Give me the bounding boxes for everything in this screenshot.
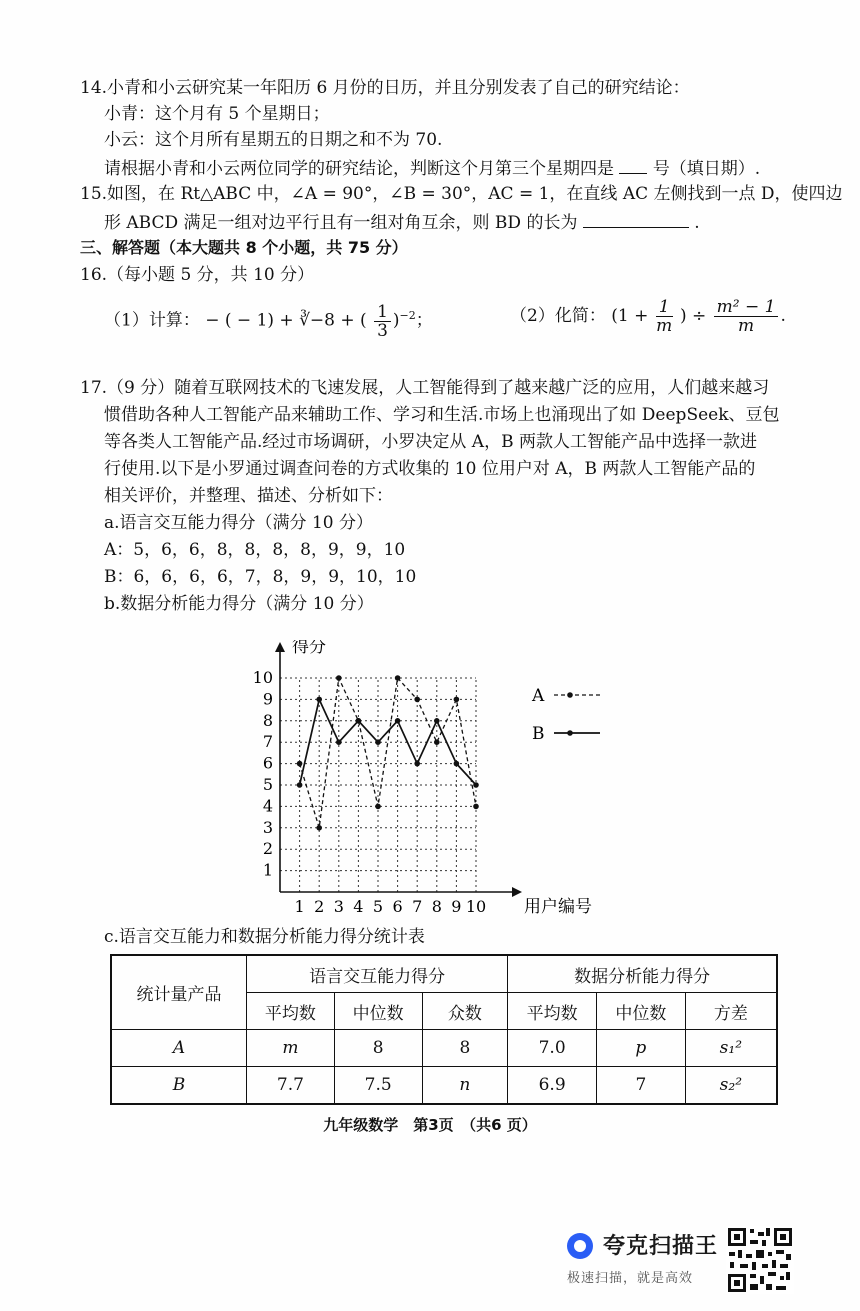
q16-p2-end: . — [780, 306, 786, 326]
x-tick-label: 3 — [333, 897, 344, 916]
q17-a-title: a.语言交互能力得分（满分 10 分） — [104, 513, 373, 533]
series-B-point — [336, 739, 342, 745]
scanner-brand-name: 夸克扫描王 — [603, 1234, 719, 1259]
series-A-point — [473, 804, 479, 810]
page-footer: 九年级数学 第3页 （共6 页） — [323, 1116, 537, 1134]
series-B-point — [316, 697, 322, 703]
q16-p2-fraction-1 — [656, 298, 673, 335]
q16-part-2 — [510, 296, 786, 336]
y-tick-label: 5 — [262, 775, 273, 794]
series-A-point — [395, 675, 401, 681]
series-B-point — [356, 718, 362, 724]
table-cell: m — [247, 1030, 335, 1067]
table-cell: 6.9 — [508, 1067, 597, 1105]
x-tick-label: 6 — [392, 897, 403, 916]
series-B-point — [297, 782, 303, 788]
series-B-point — [414, 761, 420, 767]
table-cell: 7.5 — [334, 1067, 422, 1105]
series-A-point — [454, 697, 460, 703]
table-subheader: 中位数 — [597, 993, 686, 1030]
x-tick-label: 9 — [451, 897, 462, 916]
statistics-table — [110, 954, 778, 1105]
table-cell: 7.7 — [247, 1067, 335, 1105]
q14-answer-blank — [619, 155, 647, 174]
x-tick-label: 10 — [465, 897, 487, 916]
table-subheader: 平均数 — [508, 993, 597, 1030]
chart-svg — [250, 640, 610, 925]
q16-p1-frac-den: 3 — [377, 320, 388, 341]
q15-line-2-text: 形 ABCD 满足一组对边平行且有一组对角互余，则 BD 的长为 — [104, 213, 578, 233]
series-A-point — [375, 804, 381, 810]
y-tick-label: 9 — [262, 689, 273, 709]
q14-line-2: 小青：这个月有 5 个星期日； — [104, 104, 330, 124]
legend-label-B: B — [532, 724, 545, 744]
series-A-point — [434, 739, 440, 745]
series-B-point — [395, 718, 401, 724]
q16-p1-tail: ) — [392, 310, 400, 331]
table-group-header-language: 语言交互能力得分 — [247, 955, 508, 993]
q17-a-data-A: A：5，6，6，8，8，8，8，9，9，10 — [104, 540, 406, 560]
table-cell: s₂² — [685, 1067, 777, 1105]
y-tick-label: 1 — [262, 860, 273, 880]
q16-p1-frac-num: 1 — [374, 303, 391, 322]
x-tick-label: 2 — [314, 897, 325, 916]
table-corner-header: 统计量产品 — [111, 955, 247, 1030]
x-tick-label: 8 — [431, 897, 442, 916]
q16-part-1 — [104, 296, 433, 341]
table-cell: 8 — [334, 1030, 422, 1067]
y-axis-arrow-icon — [275, 642, 285, 652]
q17-b-title: b.数据分析能力得分（满分 10 分） — [104, 594, 374, 614]
q14-line-3: 小云：这个月所有星期五的日期之和不为 70. — [104, 130, 443, 150]
table-subheader: 方差 — [685, 993, 777, 1030]
q15-line-1: 15.如图，在 Rt△ABC 中，∠A = 90°，∠B = 30°，AC = 1，在直线 AC 左侧找到一点 D，使四边 — [80, 184, 843, 204]
x-tick-label: 7 — [412, 897, 423, 916]
q16-p2-fraction-2 — [714, 298, 779, 335]
q17-c-title: c.语言交互能力和数据分析能力得分统计表 — [104, 927, 425, 947]
series-A-line — [300, 678, 476, 828]
q14-line-4-text: 请根据小青和小云两位同学的研究结论，判断这个月第三个星期四是 — [104, 159, 614, 179]
table-group-header-data: 数据分析能力得分 — [508, 955, 777, 993]
y-axis-title: 得分 — [292, 640, 326, 657]
table-cell: 7.0 — [508, 1030, 597, 1067]
series-A-point — [414, 697, 420, 703]
q14-line-4 — [104, 155, 760, 181]
y-tick-label: 6 — [262, 753, 273, 773]
table-cell: 8 — [422, 1030, 508, 1067]
q16-head: 16.（每小题 5 分，共 10 分） — [80, 265, 315, 285]
table-cell: p — [597, 1030, 686, 1067]
q16-p2-frac1-num: 1 — [656, 298, 673, 317]
x-axis-arrow-icon — [512, 887, 522, 897]
table-subheader: 中位数 — [334, 993, 422, 1030]
q16-p2-frac2-den: m — [738, 316, 755, 336]
y-tick-label: 10 — [252, 668, 273, 687]
q15-answer-blank — [583, 209, 689, 228]
q16-p2-expr: (1 + — [611, 306, 649, 326]
q16-p2-label: （2）化简： — [510, 306, 606, 326]
score-line-chart — [250, 640, 610, 925]
table-row-label: B — [111, 1067, 247, 1105]
q17-line-1: 17.（9 分）随着互联网技术的飞速发展，人工智能得到了越来越广泛的应用，人们越来越习 — [80, 378, 770, 398]
series-A-point — [336, 675, 342, 681]
y-tick-label: 4 — [262, 796, 273, 816]
q16-p1-exponent: −2 — [399, 309, 416, 322]
table-row-label: A — [111, 1030, 247, 1067]
q16-p1-fraction — [374, 303, 391, 340]
q15-line-2-tail: . — [694, 213, 700, 233]
q14-line-4-tail: 号（填日期）. — [652, 159, 761, 179]
table-row — [111, 1067, 777, 1105]
scanner-slogan: 极速扫描，就是高效 — [567, 1271, 694, 1286]
legend-marker-B — [567, 730, 573, 736]
q14-line-1: 14.小青和小云研究某一年阳历 6 月份的日历，并且分别发表了自己的研究结论： — [80, 78, 690, 98]
qr-code-icon — [726, 1226, 794, 1294]
q17-a-data-B: B：6，6，6，6，7，8，9，9，10，10 — [104, 567, 417, 587]
x-tick-label: 4 — [353, 897, 364, 916]
table-cell: s₁² — [685, 1030, 777, 1067]
y-tick-label: 2 — [262, 839, 273, 859]
table-cell: n — [422, 1067, 508, 1105]
q17-line-5: 相关评价，并整理、描述、分析如下： — [104, 486, 393, 506]
x-axis-title: 用户编号 — [524, 897, 592, 917]
q16-p2-frac2-num: m² − 1 — [714, 298, 779, 317]
q15-line-2 — [104, 209, 700, 235]
table-subheader: 平均数 — [247, 993, 335, 1030]
y-tick-label: 8 — [262, 710, 273, 730]
q17-line-3: 等各类人工智能产品.经过市场调研，小罗决定从 A，B 两款人工智能产品中选择一款进 — [104, 432, 757, 452]
q16-p1-expr: − ( − 1) + ∛−8 + ( — [205, 310, 367, 331]
series-B-point — [434, 718, 440, 724]
x-tick-label: 5 — [372, 897, 384, 916]
series-A-point — [297, 761, 303, 767]
legend-marker-A — [567, 692, 573, 698]
series-B-point — [473, 782, 479, 788]
table-subheader: 众数 — [422, 993, 508, 1030]
x-tick-label: 1 — [294, 897, 305, 916]
q17-line-2: 惯借助各种人工智能产品来辅助工作、学习和生活.市场上也涌现出了如 DeepSeek、豆包 — [104, 405, 780, 425]
y-tick-label: 7 — [262, 732, 273, 752]
table-cell: 7 — [597, 1067, 686, 1105]
q17-line-4: 行使用.以下是小罗通过调查问卷的方式收集的 10 位用户对 A，B 两款人工智能产品的 — [104, 459, 756, 479]
series-A-point — [316, 825, 322, 831]
legend-label-A: A — [532, 686, 545, 706]
section-3-title: 三、解答题（本大题共 8 个小题，共 75 分） — [80, 238, 408, 257]
y-tick-label: 3 — [262, 817, 273, 837]
q16-p2-frac1-den: m — [656, 316, 673, 336]
q16-p1-label: （1）计算： — [104, 310, 200, 331]
table-row — [111, 1030, 777, 1067]
q16-p1-end: ； — [415, 310, 433, 331]
series-B-point — [375, 739, 381, 745]
series-B-point — [454, 761, 460, 767]
scanner-logo-icon — [567, 1233, 593, 1259]
q16-p2-mid: ) ÷ — [679, 306, 707, 326]
